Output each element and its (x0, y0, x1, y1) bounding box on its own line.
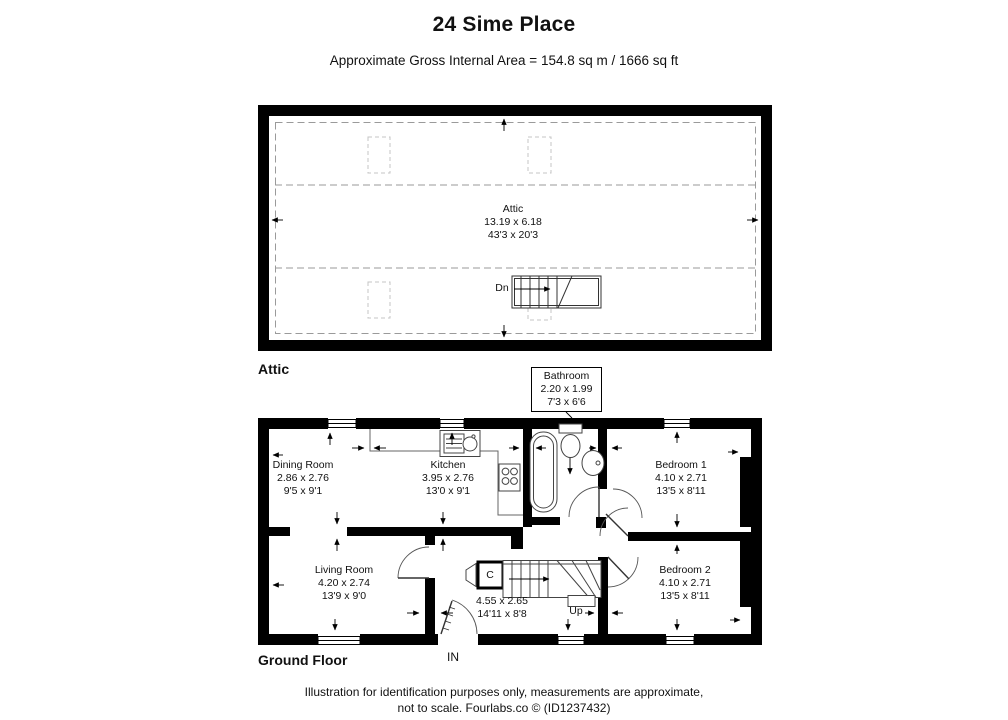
entrance-door-arc (452, 600, 477, 634)
disclaimer-line2: not to scale. Fourlabs.co © (ID1237432) (397, 700, 611, 715)
bathtub (530, 432, 557, 512)
ground-floor-label: Ground Floor (258, 652, 348, 668)
gross-area-subtitle: Approximate Gross Internal Area = 154.8 sq m / 1666 sq ft (329, 53, 679, 68)
toilet (559, 424, 582, 458)
room-label-kitchen: Kitchen 3.95 x 2.76 13'0 x 9'1 (422, 459, 474, 497)
chimney-breast-bedroom1 (740, 457, 751, 527)
basin (582, 451, 604, 476)
kitchen-hob (499, 464, 520, 491)
kitchen-window (440, 420, 464, 428)
entrance-label: IN (447, 650, 459, 664)
closet-door (466, 564, 476, 587)
room-label-hall: 4.55 x 2.65 14'11 x 8'8 (476, 595, 528, 620)
bedroom1-window (664, 420, 690, 428)
disclaimer-line1: Illustration for identification purposes only, measurements are approximate, (304, 685, 704, 699)
room-label-bedroom1: Bedroom 1 4.10 x 2.71 13'5 x 8'11 (655, 459, 707, 497)
bathroom-callout-leader (566, 412, 572, 418)
living-door-arc (398, 547, 429, 578)
stairs-up-label: Up (569, 605, 583, 617)
kitchen-sink (440, 431, 480, 457)
bathroom-door-arc (569, 487, 599, 517)
living-window (318, 637, 360, 645)
room-label-living: Living Room 4.20 x 2.74 13'9 x 9'0 (314, 564, 374, 602)
room-label-dining: Dining Room 2.86 x 2.76 9'5 x 9'1 (272, 459, 334, 497)
room-label-bedroom2: Bedroom 2 4.10 x 2.71 13'5 x 8'11 (659, 564, 711, 602)
chimney-breast-bedroom2 (740, 541, 751, 607)
attic-stairs (512, 276, 601, 308)
page-title: 24 Sime Place (432, 13, 576, 36)
bathroom-callout: Bathroom 2.20 x 1.99 7'3 x 6'6 (531, 367, 602, 412)
nook-door-arc (613, 489, 642, 518)
disclaimer (0, 685, 1008, 716)
attic-floor-label: Attic (258, 361, 290, 377)
bedroom2-window (666, 637, 694, 645)
closet-label: C (486, 569, 494, 581)
bedroom-divider-wall (628, 532, 751, 541)
hall-window (558, 637, 584, 645)
stairs-dn-label: Dn (495, 282, 509, 294)
room-label-attic: Attic 13.19 x 6.18 43'3 x 20'3 (484, 203, 542, 241)
closet (466, 562, 503, 588)
dining-window (328, 420, 356, 428)
